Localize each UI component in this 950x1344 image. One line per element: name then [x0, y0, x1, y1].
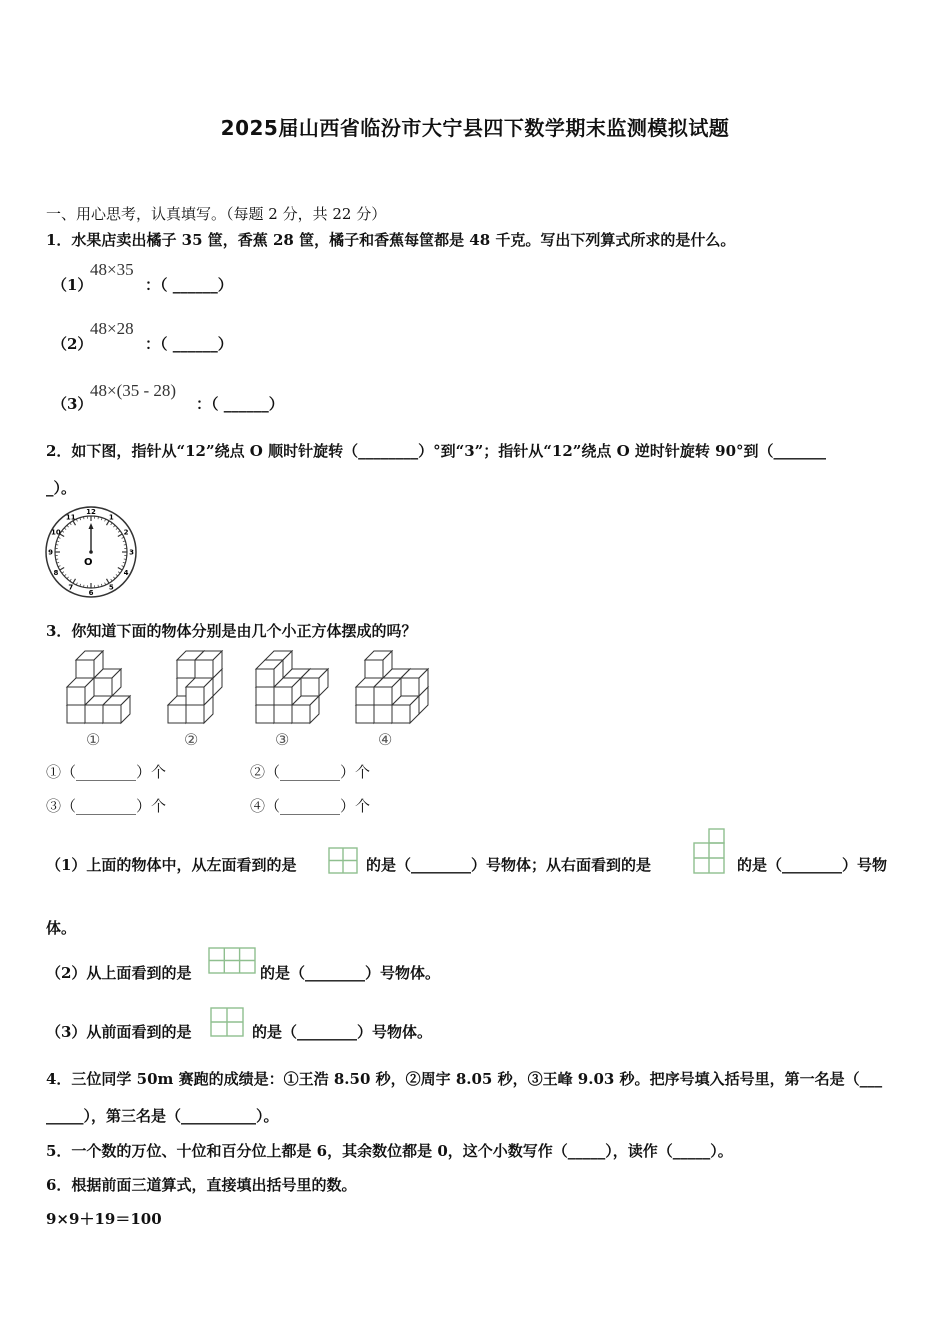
right-view-icon — [693, 828, 725, 874]
q3-sub2-text-b: 的是（________）号物体。 — [260, 964, 441, 982]
q3-answer-1: ①（________）个 — [46, 763, 167, 781]
q3-stem: 3．你知道下面的物体分别是由几个小正方体摆成的吗？ — [46, 622, 417, 640]
clock-number: 12 — [86, 508, 96, 516]
clock-number: 7 — [68, 583, 74, 592]
cube-figure-4 — [356, 651, 428, 723]
q3-sub1-text-c: 的是（________）号物 — [737, 856, 888, 874]
q6-stem: 6．根据前面三道算式，直接填出括号里的数。 — [46, 1176, 357, 1194]
q3-sub1-text-b: 的是（________）号物体；从右面看到的是 — [366, 856, 652, 874]
q1-item3-expr: 48×(35 - 28) — [90, 381, 177, 400]
figure-label-4: ④ — [378, 730, 393, 749]
figure-label-3: ③ — [275, 730, 290, 749]
left-view-icon — [328, 847, 358, 874]
cube-figure-3 — [256, 651, 328, 723]
clock-number: 2 — [123, 528, 129, 537]
clock-number: 5 — [108, 583, 114, 592]
q1-stem: 1．水果店卖出橘子 35 筐，香蕉 28 筐，橘子和香蕉每筐都是 48 千克。写出下列算式所求的是什么。 — [46, 231, 736, 249]
q1-item2-label: （2） — [52, 335, 93, 353]
q6-equation-1: 9×9＋19＝100 — [46, 1210, 162, 1228]
q5-text: 5．一个数的万位、十位和百分位上都是 6，其余数位都是 0，这个小数写作（_____），读作（_____）。 — [46, 1142, 733, 1160]
q1-item1-label: （1） — [52, 276, 93, 294]
q1-item1-answer: ：（ ______） — [145, 276, 233, 294]
clock-number: 6 — [88, 589, 94, 597]
clock-center-label: O — [84, 557, 93, 568]
q3-answer-2: ②（________）个 — [250, 763, 371, 781]
cube-figure-1 — [67, 651, 130, 723]
section-heading: 一、用心思考，认真填写。（每题 2 分，共 22 分） — [46, 205, 387, 223]
cube-figures — [50, 650, 430, 750]
clock-figure — [44, 505, 138, 599]
clock-number: 4 — [123, 568, 129, 577]
figure-label-1: ① — [86, 730, 101, 749]
front-view-icon — [210, 1007, 244, 1037]
q3-answer-4: ④（________）个 — [250, 797, 371, 815]
clock-number: 10 — [51, 528, 61, 537]
cube-figure-2 — [168, 651, 222, 723]
clock-number: 8 — [53, 568, 59, 577]
q3-sub3-text-b: 的是（________）号物体。 — [252, 1023, 433, 1041]
q2-line1: 2．如下图，指针从“12”绕点 O 顺时针旋转（________）°到“3”；指针从“12”绕点 O 逆时针旋转 90°到（_______ — [46, 442, 827, 460]
top-view-icon — [208, 947, 256, 974]
q1-item3-label: （3） — [52, 395, 93, 413]
q3-sub3-text-a: （3）从前面看到的是 — [46, 1023, 192, 1041]
clock-center-dot — [89, 550, 93, 554]
q4-line1: 4．三位同学 50m 赛跑的成绩是：①王浩 8.50 秒，②周宇 8.05 秒，③王峰 9.03 秒。把序号填入括号里，第一名是（___ — [46, 1070, 883, 1088]
q3-answer-3: ③（________）个 — [46, 797, 167, 815]
q1-item2-expr: 48×28 — [90, 319, 134, 338]
q1-item3-answer: ：（ ______） — [196, 395, 284, 413]
q4-line2: _____），第三名是（__________）。 — [46, 1107, 279, 1125]
q3-sub2-text-a: （2）从上面看到的是 — [46, 964, 192, 982]
clock-number: 9 — [48, 548, 53, 557]
q3-sub1-text-a: （1）上面的物体中，从左面看到的是 — [46, 856, 297, 874]
q1-item1-expr: 48×35 — [90, 260, 134, 279]
q3-sub1-text-d: 体。 — [46, 919, 77, 937]
clock-number: 3 — [129, 548, 134, 557]
page-title: 2025届山西省临汾市大宁县四下数学期末监测模拟试题 — [220, 116, 730, 140]
q1-item2-answer: ：（ ______） — [145, 335, 233, 353]
clock-number: 11 — [65, 513, 76, 522]
clock-number: 1 — [108, 513, 114, 522]
figure-label-2: ② — [184, 730, 199, 749]
q2-line2: _）。 — [46, 479, 77, 497]
